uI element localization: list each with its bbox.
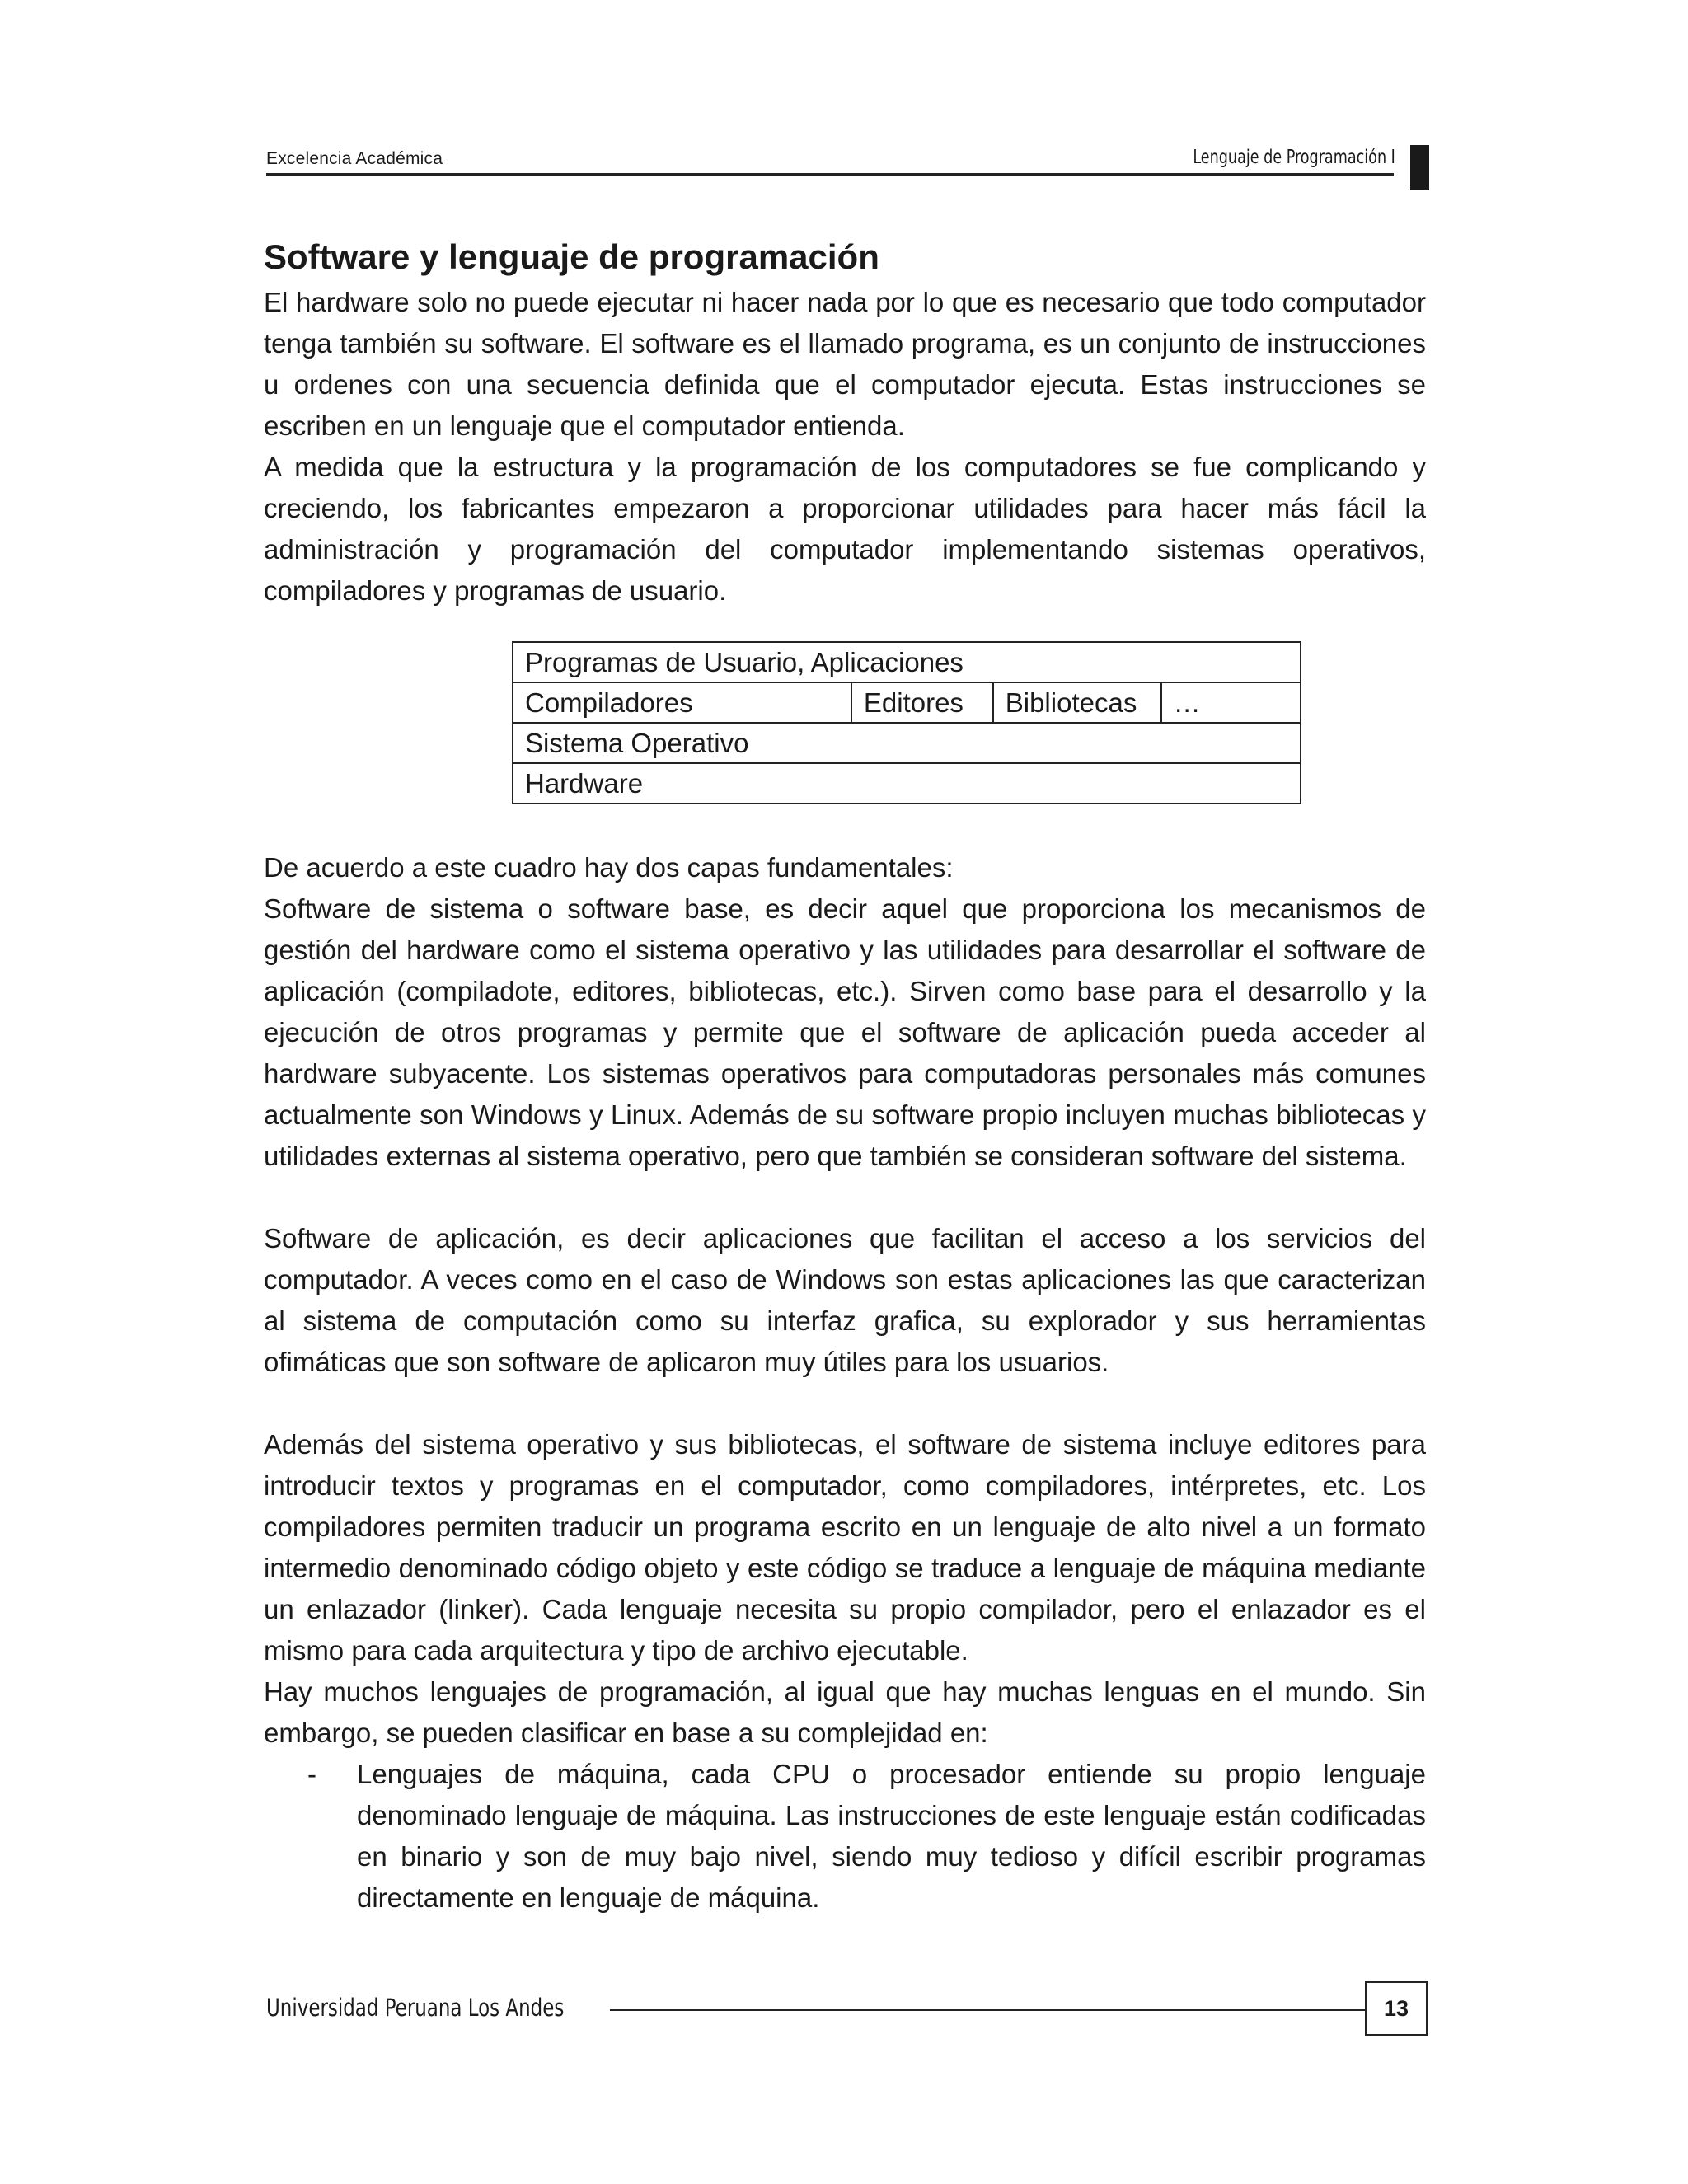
table-row [513, 723, 1301, 763]
table-row [513, 642, 1301, 682]
paragraph-2: A medida que la estructura y la programación de los computadores se fue complicando y creciendo, los fabricantes empezaron a proporcionar utilidades para hacer más fácil la administración y programación del computador implementando sistemas operativos, compiladores y programas de usuario. [264, 452, 1426, 606]
table-cell: Programas de Usuario, Aplicaciones [513, 642, 1301, 682]
table-cell: Editores [851, 682, 993, 723]
table-row [513, 682, 1301, 723]
header-right-text: Lenguaje de Programación I [1193, 147, 1395, 168]
footer-divider [610, 2009, 1365, 2011]
page-content [264, 232, 1426, 1919]
spacer [264, 1383, 1426, 1424]
paragraph-3: De acuerdo a este cuadro hay dos capas fundamentales: [264, 852, 954, 883]
table-cell: Hardware [513, 763, 1301, 804]
page-title: Software y lenguaje de programación [264, 237, 879, 276]
footer-university: Universidad Peruana Los Andes [266, 1994, 565, 2022]
paragraph-1: El hardware solo no puede ejecutar ni hacer nada por lo que es necesario que todo computador tenga también su software. El software es el llamado programa, es un conjunto de instrucciones u ordenes con una secuencia definida que el computador ejecuta. Estas instrucciones se escriben en un lenguaje que el computador entienda. [264, 287, 1426, 441]
header-marker-block [1410, 145, 1429, 190]
spacer [264, 1177, 1426, 1218]
header-left-text: Excelencia Académica [266, 149, 443, 168]
header-divider [266, 173, 1394, 176]
table-cell: Compiladores [513, 682, 851, 723]
table-cell: Sistema Operativo [513, 723, 1301, 763]
page-number: 13 [1365, 1981, 1428, 2036]
bullet-text: Lenguajes de máquina, cada CPU o procesador entiende su propio lenguaje denominado lenguaje de máquina. Las instrucciones de este lenguaje están codificadas en binario y son de muy bajo nivel, siendo muy tedioso y difícil escribir programas directamente en lenguaje de máquina. [357, 1759, 1426, 1913]
table-row [513, 763, 1301, 804]
bullet-marker: - [307, 1759, 316, 1789]
paragraph-7: Hay muchos lenguajes de programación, al igual que hay muchas lenguas en el mundo. Sin embargo, se pueden clasificar en base a su complejidad en: [264, 1676, 1426, 1748]
paragraph-5: Software de aplicación, es decir aplicaciones que facilitan el acceso a los servicios del computador. A veces como en el caso de Windows son estas aplicaciones las que caracterizan al sistema de computación como su interfaz grafica, su explorador y sus herramientas ofimáticas que son software de aplicaron muy útiles para los usuarios. [264, 1223, 1426, 1377]
software-layers-table [512, 641, 1301, 804]
paragraph-6: Además del sistema operativo y sus bibliotecas, el software de sistema incluye editores para introducir textos y programas en el computador, como compiladores, intérpretes, etc. Los compiladores permiten traducir un programa escrito en un lenguaje de alto nivel a un formato intermedio denominado código objeto y este código se traduce a lenguaje de máquina mediante un enlazador (linker). Cada lenguaje necesita su propio compilador, pero el enlazador es el mismo para cada arquitectura y tipo de archivo ejecutable. [264, 1429, 1426, 1666]
table-cell: … [1161, 682, 1301, 723]
list-item [264, 1754, 1426, 1919]
table-cell: Bibliotecas [993, 682, 1161, 723]
paragraph-4: Software de sistema o software base, es decir aquel que proporciona los mecanismos de gestión del hardware como el sistema operativo y las utilidades para desarrollar el software de aplicación (compiladote, editores, bibliotecas, etc.). Sirven como base para el desarrollo y la ejecución de otros programas y permite que el software de aplicación pueda acceder al hardware subyacente. Los sistemas operativos para computadoras personales más comunes actualmente son Windows y Linux. Además de su software propio incluyen muchas bibliotecas y utilidades externas al sistema operativo, pero que también se consideran software del sistema. [264, 893, 1426, 1171]
